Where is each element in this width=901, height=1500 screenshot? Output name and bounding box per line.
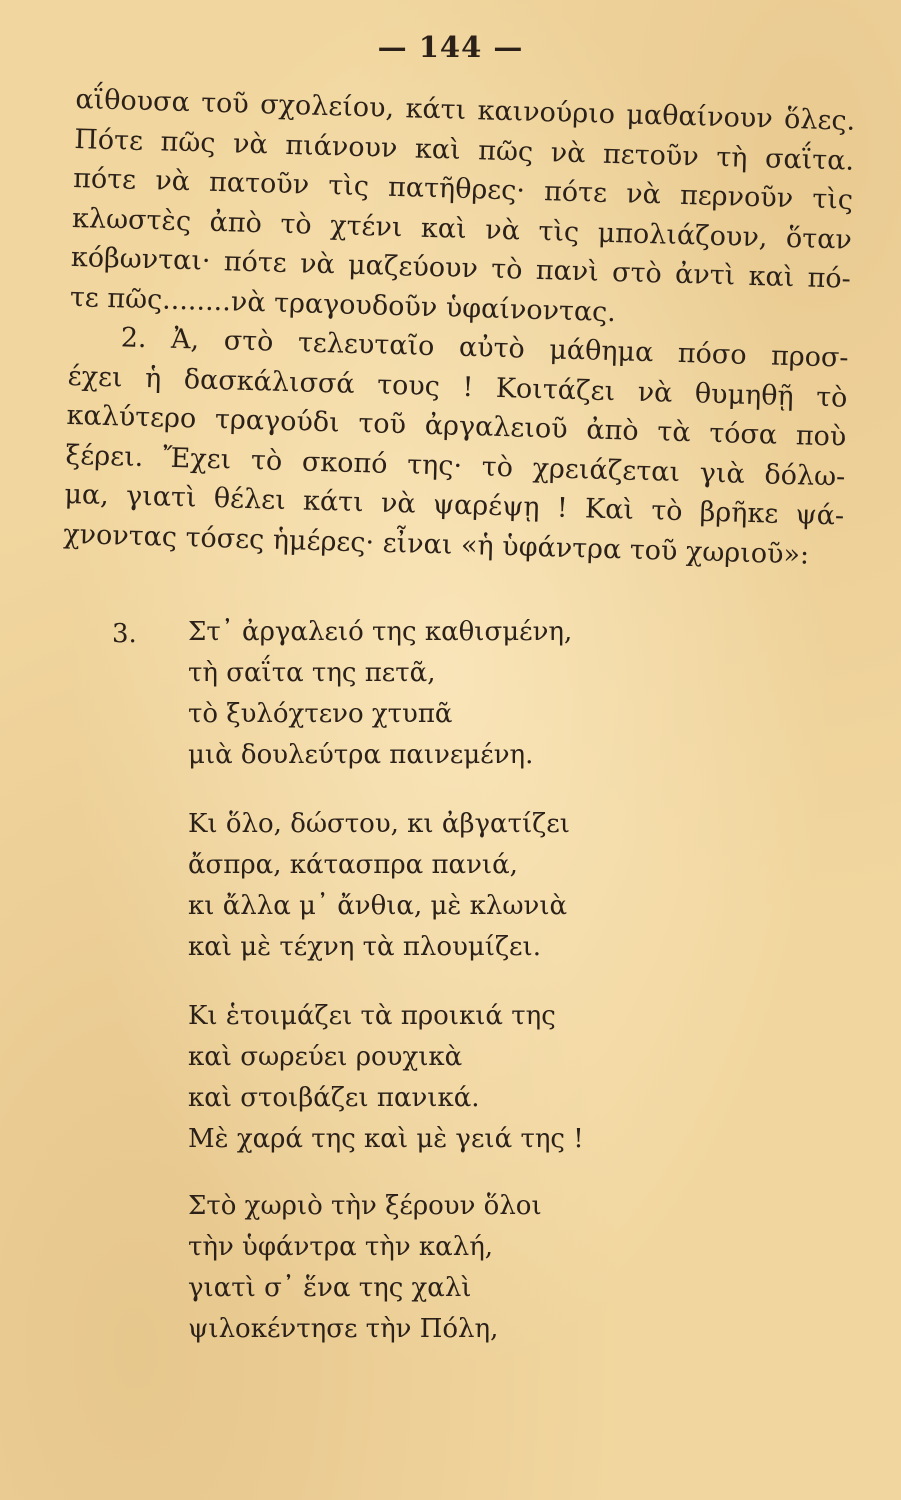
prose-line: κλωστὲς ἀπὸ τὸ χτένι καὶ νὰ τὶς μπολιάζουν, ὅταν [71, 202, 853, 256]
verse-line: καὶ μὲ τέχνη τὰ πλουμίζει. [188, 932, 541, 962]
verse-line: τὴν ὑφάντρα τὴν καλή, [188, 1232, 494, 1262]
stanza [188, 1186, 668, 1350]
verse-line: Κι ὅλο, δώστου, κι ἀβγατίζει [188, 809, 570, 839]
prose-line: κόβωνται· πότε νὰ μαζεύουν τὸ πανὶ στὸ ἀντὶ καὶ πό- [70, 241, 852, 295]
prose-line: αΐθουσα τοῦ σχολείου, κάτι καινούριο μαθαίνουν ὅλες. [75, 83, 856, 137]
verse-line: τὴ σαΐτα της πετᾶ, [188, 658, 436, 688]
stanza [188, 804, 668, 968]
prose-line: έχει ἡ δασκάλισσά τους ! Κοιτάζει νὰ θυμηθῇ τὸ [67, 360, 848, 414]
verse-line: Στὸ χωριὸ τὴν ξέρουν ὅλοι [188, 1191, 542, 1221]
prose-line: 2. Ἀ, στὸ τελευταῖο αὐτὸ μάθημα πόσο προσ- [120, 322, 849, 374]
page-number: — 144 — [377, 30, 524, 64]
prose-line: μα, γιατὶ θέλει κάτι νὰ ψαρέψῃ ! Καὶ τὸ βρῆκε ψά- [63, 478, 845, 532]
prose-line: πότε νὰ πατοῦν τὶς πατῆθρες· πότε νὰ περνοῦν τὶς [72, 162, 854, 216]
verse-line: γιατὶ σ᾽ ἕνα της χαλὶ [188, 1273, 472, 1303]
verse-line: ἄσπρα, κάτασπρα πανιά, [188, 850, 518, 880]
stanza [188, 996, 668, 1160]
verse-line: τὸ ξυλόχτενο χτυπᾶ [188, 699, 453, 729]
verse-line: ψιλοκέντησε τὴν Πόλη, [188, 1314, 499, 1344]
stanza [188, 612, 668, 776]
verse-line: μιὰ δουλεύτρα παινεμένη. [188, 740, 534, 770]
poem-number: 3. [112, 619, 137, 649]
verse-line: κι ἄλλα μ᾽ ἄνθια, μὲ κλωνιὰ [188, 891, 568, 921]
verse-line: καὶ στοιβάζει πανικά. [188, 1083, 480, 1113]
prose-line: χνοντας τόσες ἡμέρες· εἶναι «ἡ ὑφάντρα τοῦ χωριοῦ»: [62, 518, 810, 571]
prose-line: τε πῶς........νὰ τραγουδοῦν ὑφαίνοντας. [69, 281, 617, 328]
prose-line: Πότε πῶς νὰ πιάνουν καὶ πῶς νὰ πετοῦν τὴ σαΐτα. [73, 123, 855, 177]
verse-line: καὶ σωρεύει ρουχικὰ [188, 1042, 463, 1072]
prose-paragraphs [63, 80, 856, 576]
verse-line: Μὲ χαρά της καὶ μὲ γειά της ! [188, 1124, 584, 1154]
prose-line: ξέρει. Ἔχει τὸ σκοπό της· τὸ χρειάζεται γιὰ δόλω- [65, 439, 846, 493]
prose-line: καλύτερο τραγούδι τοῦ ἀργαλειοῦ ἀπὸ τὰ τόσα ποὺ [66, 399, 847, 453]
verse-line: Στ᾽ ἀργαλειό της καθισμένη, [188, 617, 573, 647]
verse-line: Κι ἑτοιμάζει τὰ προικιά της [188, 1001, 556, 1031]
